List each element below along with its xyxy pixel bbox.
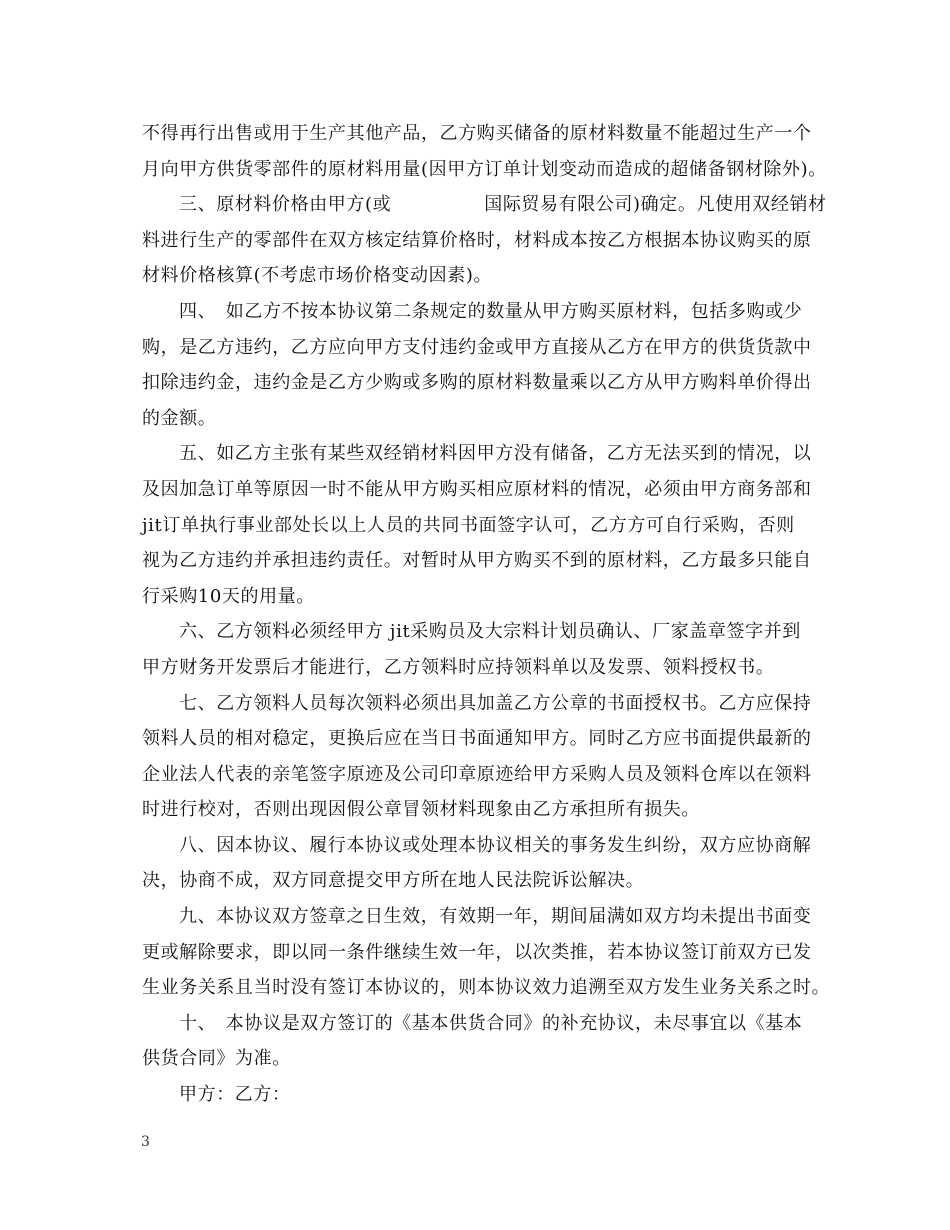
text-line: 时进行校对，否则出现因假公章冒领材料现象由乙方承担所有损失。 bbox=[142, 799, 700, 821]
page-number: 3 bbox=[141, 1134, 150, 1150]
text-line: 及因加急订单等原因一时不能从甲方购买相应原材料的情况，必须由甲方商务部和 bbox=[142, 478, 812, 500]
text-line: 更或解除要求，即以同一条件继续生效一年，以次类推，若本协议签订前双方已发 bbox=[142, 941, 812, 963]
text-line: 料进行生产的零部件在双方核定结算价格时，材料成本按乙方根据本协议购买的原 bbox=[142, 229, 812, 251]
text-line: 领料人员的相对稳定，更换后应在当日书面通知甲方。同时乙方应书面提供最新的 bbox=[142, 728, 812, 750]
clause-5-start: 五、如乙方主张有某些双经销材料因甲方没有储备，乙方无法买到的情况，以 bbox=[179, 443, 812, 465]
text-line: 甲方财务开发票后才能进行，乙方领料时应持领料单以及发票、领料授权书。 bbox=[142, 656, 775, 678]
clause-8-start: 八、因本协议、履行本协议或处理本协议相关的事务发生纠纷，双方应协商解 bbox=[179, 834, 812, 856]
clause-9-start: 九、本协议双方签章之日生效，有效期一年，期间届满如双方均未提出书面变 bbox=[179, 906, 812, 928]
document-body bbox=[142, 116, 831, 1113]
clause-10-start: 十、 本协议是双方签订的《基本供货合同》的补充协议，未尽事宜以《基本 bbox=[179, 1012, 803, 1034]
clause-4-start: 四、 如乙方不按本协议第二条规定的数量从甲方购买原材料，包括多购或少 bbox=[179, 300, 803, 322]
clause-3-start: 三、原材料价格由甲方(或 国际贸易有限公司)确定。凡使用双经销材 bbox=[179, 194, 827, 216]
text-line: jit订单执行事业部处长以上人员的共同书面签字认可，乙方方可自行采购，否则 bbox=[142, 514, 795, 536]
clause-7-start: 七、乙方领料人员每次领料必须出具加盖乙方公章的书面授权书。乙方应保持 bbox=[179, 692, 812, 714]
text-line: 决，协商不成，双方同意提交甲方所在地人民法院诉讼解决。 bbox=[142, 870, 645, 892]
clause-6-start: 六、乙方领料必须经甲方 jit采购员及大宗料计划员确认、厂家盖章签字并到 bbox=[179, 621, 801, 643]
text-line: 不得再行出售或用于生产其他产品，乙方购买储备的原材料数量不能超过生产一个 bbox=[142, 123, 812, 144]
text-line: 生业务关系且当时没有签订本协议的，则本协议效力追溯至双方发生业务关系之时。 bbox=[142, 977, 831, 999]
text-line: 月向甲方供货零部件的原材料用量(因甲方订单计划变动而造成的超储备钢材除外)。 bbox=[142, 158, 827, 180]
text-line: 扣除违约金，违约金是乙方少购或多购的原材料数量乘以乙方从甲方购料单价得出 bbox=[142, 372, 812, 394]
text-line: 企业法人代表的亲笔签字原迹及公司印章原迹给甲方采购人员及领料仓库以在领料 bbox=[142, 763, 812, 785]
signature-line: 甲方：乙方： bbox=[179, 1084, 291, 1106]
text-line: 购，是乙方违约，乙方应向甲方支付违约金或甲方直接从乙方在甲方的供货货款中 bbox=[142, 336, 812, 358]
text-line: 行采购10天的用量。 bbox=[142, 585, 315, 607]
text-line: 的金额。 bbox=[142, 407, 217, 429]
text-line: 材料价格核算(不考虑市场价格变动因素)。 bbox=[142, 265, 493, 287]
text-line: 视为乙方违约并承担违约责任。对暂时从甲方购买不到的原材料，乙方最多只能自 bbox=[142, 550, 812, 572]
text-line: 供货合同》为准。 bbox=[142, 1048, 291, 1070]
